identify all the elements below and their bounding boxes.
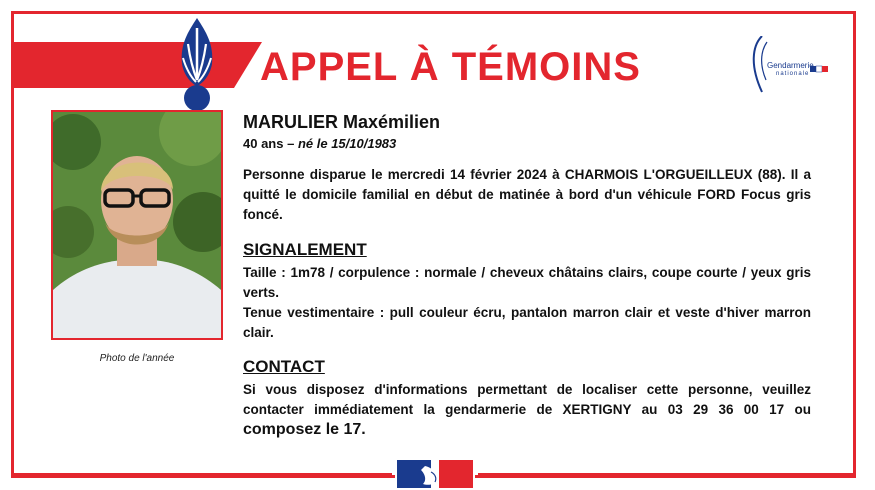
bottom-rule-left	[14, 473, 392, 476]
gendarmerie-flame-icon	[168, 14, 226, 114]
signalement-clothing: Tenue vestimentaire : pull couleur écru, pantalon marron clair et veste d'hiver marron clair.	[243, 305, 811, 340]
logo-subtext: nationale	[776, 71, 810, 77]
contact-heading: CONTACT	[243, 357, 325, 376]
contact-body: Si vous disposez d'informations permettant de localiser cette personne, veuillez contacter immédiatement la gendarmerie de XERTIGNY au 03 29 36 00 17 ou	[243, 382, 811, 417]
contact-text	[243, 380, 811, 440]
person-age-line	[243, 136, 396, 151]
signalement-physical: Taille : 1m78 / corpulence : normale / cheveux châtains clairs, coupe courte / yeux gris verts.	[243, 265, 811, 300]
disappearance-text: Personne disparue le mercredi 14 février 2024 à CHARMOIS L'ORGUEILLEUX (88). Il a quitté le domicile familial en début de matinée à bord d'un véhicule FORD Focus gris foncé.	[243, 167, 811, 222]
title-banner-cut	[234, 42, 262, 88]
logo-text: Gendarmerie	[767, 61, 814, 70]
contact-emphasis: composez le 17.	[243, 421, 366, 438]
signalement-heading: SIGNALEMENT	[243, 240, 367, 259]
person-name: MARULIER Maxémilien	[243, 112, 441, 132]
bottom-rule-right	[478, 473, 856, 476]
missing-person-photo	[51, 110, 223, 340]
age-separator: –	[283, 136, 298, 151]
portrait-image	[53, 112, 221, 338]
republique-francaise-logo-icon	[395, 458, 475, 490]
photo-caption: Photo de l'année	[99, 353, 175, 364]
page-title: APPEL À TÉMOINS	[260, 45, 641, 89]
person-age: 40 ans	[243, 136, 284, 151]
person-birthdate: né le 15/10/1983	[297, 136, 397, 151]
